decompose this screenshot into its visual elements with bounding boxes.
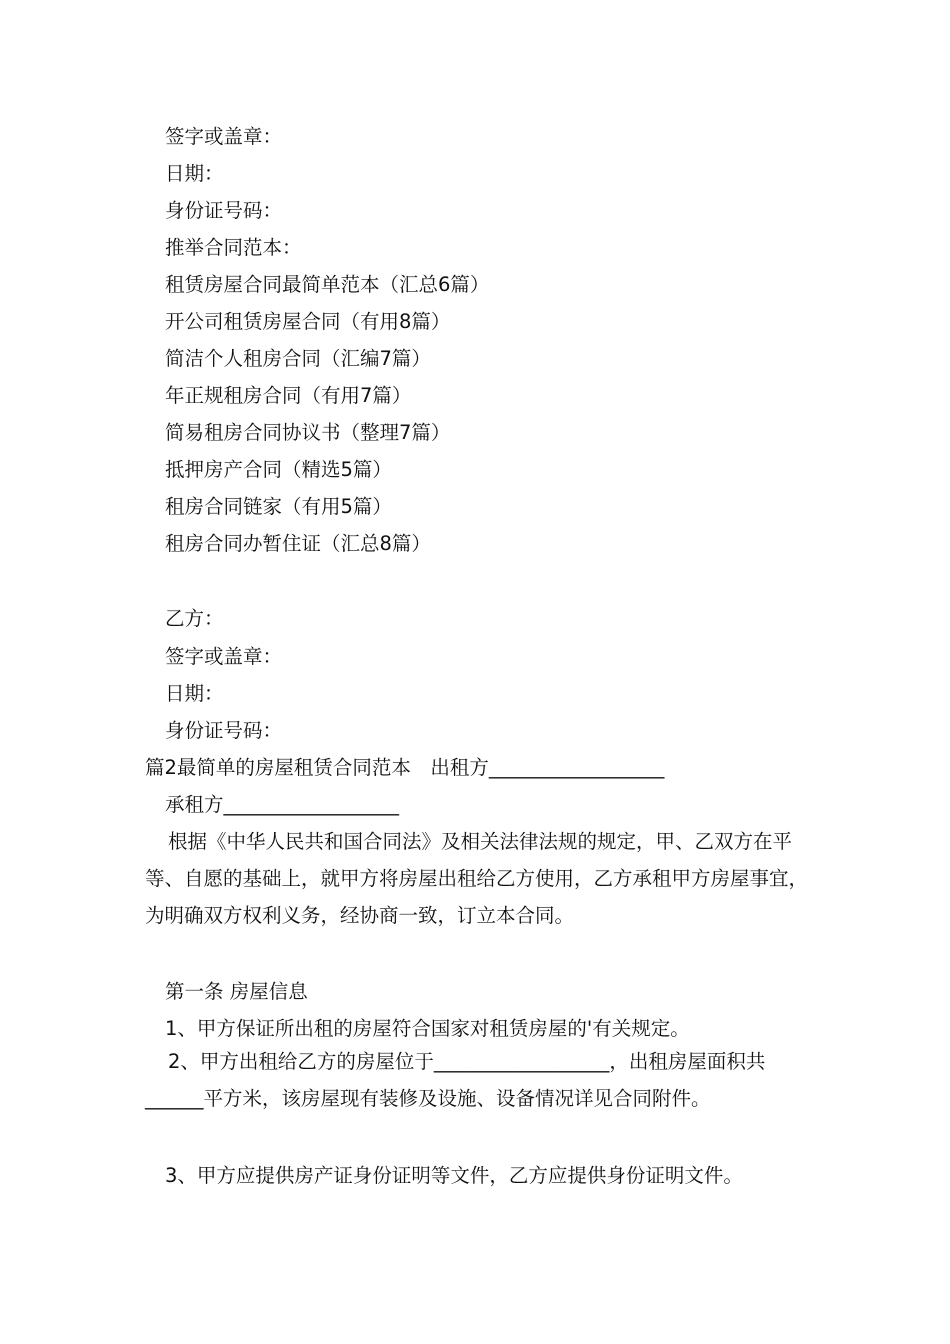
recommend-link-8[interactable]: 租房合同办暂住证（汇总8篇） xyxy=(165,532,431,555)
article-title-line: 篇2最简单的房屋租赁合同范本 出租方__________________ xyxy=(145,756,665,779)
recommend-link-1[interactable]: 租赁房屋合同最简单范本（汇总6篇） xyxy=(165,273,490,296)
recommend-link-4[interactable]: 年正规租房合同（有用7篇） xyxy=(165,384,412,407)
recommend-link-5[interactable]: 简易租房合同协议书（整理7篇） xyxy=(165,421,451,444)
recommend-link-3[interactable]: 简洁个人租房合同（汇编7篇） xyxy=(165,347,431,370)
recommend-link-6[interactable]: 抵押房产合同（精选5篇） xyxy=(165,458,392,481)
clause-2: 2、甲方出租给乙方的房屋位于__________________，出租房屋面积共______平方米，该房屋现有装修及设施、设备情况详见合同附件。 xyxy=(145,1050,766,1110)
lessee-line: 承租方__________________ xyxy=(165,793,400,816)
party-b-label: 乙方： xyxy=(165,607,224,630)
recommend-link-2[interactable]: 开公司租赁房屋合同（有用8篇） xyxy=(165,310,451,333)
party-a-sign-label: 签字或盖章： xyxy=(165,125,283,148)
section-1-title: 第一条 房屋信息 xyxy=(165,980,308,1003)
party-b-date-label: 日期： xyxy=(165,682,224,705)
clause-3: 3、甲方应提供房产证身份证明等文件，乙方应提供身份证明文件。 xyxy=(165,1164,743,1187)
party-b-sign-label: 签字或盖章： xyxy=(165,645,283,668)
clause-1: 1、甲方保证所出租的房屋符合国家对租赁房屋的'有关规定。 xyxy=(165,1017,690,1040)
party-a-date-label: 日期： xyxy=(165,162,224,185)
recommend-link-7[interactable]: 租房合同链家（有用5篇） xyxy=(165,495,392,518)
party-a-id-label: 身份证号码： xyxy=(165,199,283,222)
party-b-id-label: 身份证号码： xyxy=(165,719,283,742)
recommend-heading: 推举合同范本： xyxy=(165,236,302,259)
preamble-paragraph: 根据《中华人民共和国合同法》及相关法律法规的规定，甲、乙双方在平等、自愿的基础上，就甲方将房屋出租给乙方使用，乙方承租甲方房屋事宜，为明确双方权利义务，经协商一致，订立本合同。 xyxy=(145,830,809,927)
